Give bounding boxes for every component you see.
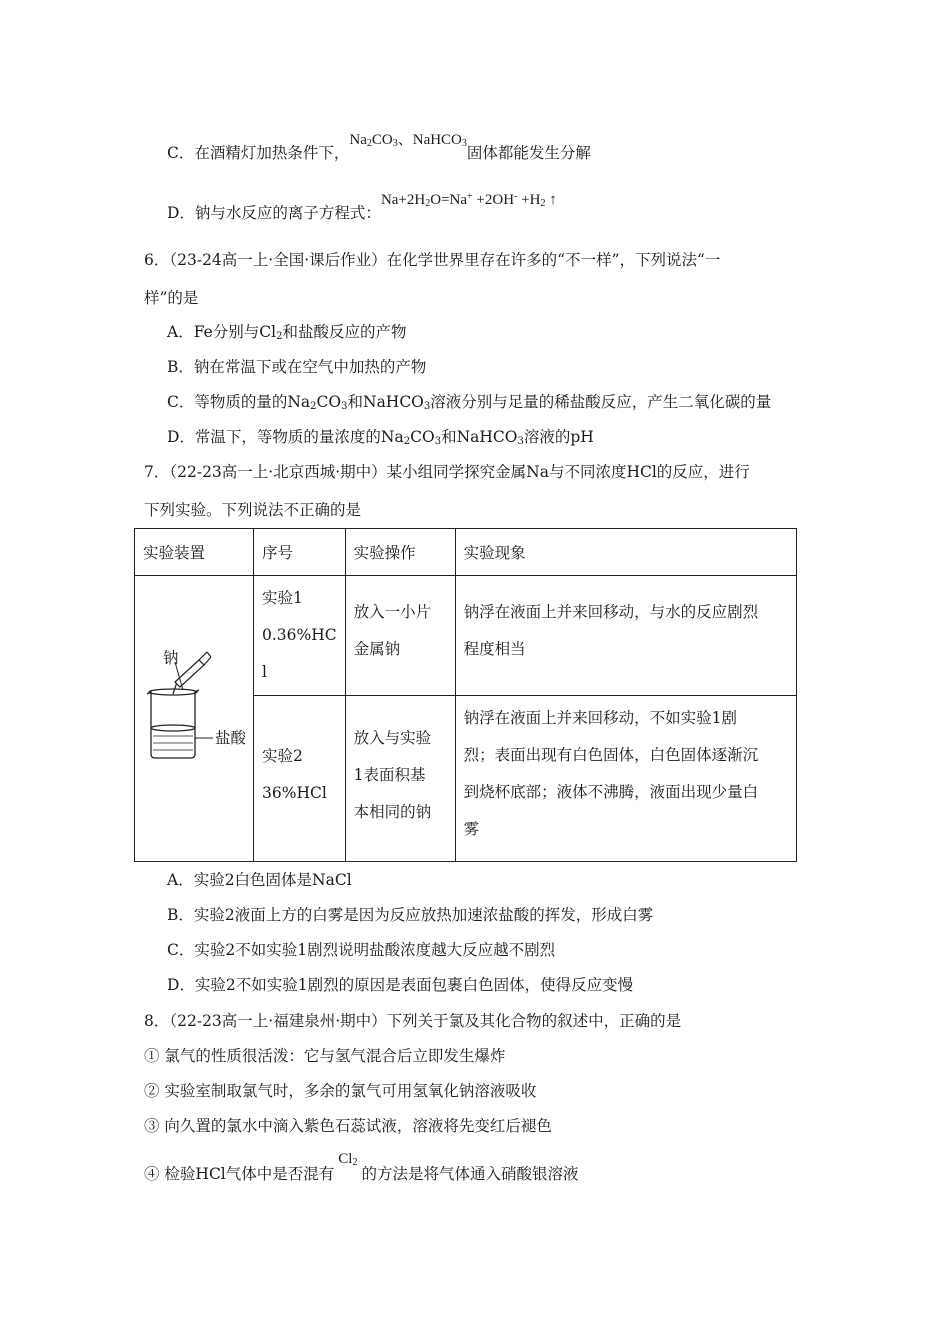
- q5-optd-equation: $Na+2H_2O=Na^+ +2OH^- +H_2$ ↑: [380, 191, 557, 209]
- q8-statement-3: ③ 向久置的氯水中滴入紫色石蕊试液，溶液将先变红后褪色: [144, 1117, 552, 1135]
- q8-statement-4: ④ 检验HCl气体中是否混有$Cl_2$的方法是将气体通入硝酸银溶液: [144, 1151, 579, 1183]
- q7-stem-line2: 下列实验。下列说法不正确的是: [144, 501, 362, 519]
- header-observation: 实验现象: [455, 529, 796, 576]
- q5-optc-formula: $Na_2CO_3$、NaHCO$_3$: [349, 132, 467, 149]
- row1-seq: 实验1 0.36%HC l: [254, 576, 346, 696]
- header-seq: 序号: [254, 529, 346, 576]
- q7-option-c: C．实验2不如实验1剧烈说明盐酸浓度越大反应越不剧烈: [167, 941, 556, 959]
- row2-seq: 实验2 36%HCl: [254, 696, 346, 862]
- q8-statement-2: ② 实验室制取氯气时，多余的氯气可用氢氧化钠溶液吸收: [144, 1082, 537, 1100]
- experiment-table: [134, 528, 797, 862]
- q7-option-a: A．实验2白色固体是NaCl: [167, 871, 352, 889]
- q6-option-c: C．等物质的量的$Na_2CO_3$和NaHCO$_3$溶液分别与足量的稀盐酸反应，产生二氧化碳的量: [167, 393, 772, 412]
- beaker-icon: [147, 689, 199, 758]
- q5-option-c: C．在酒精灯加热条件下，$Na_2CO_3$、NaHCO$_3$固体都能发生分解: [167, 132, 591, 162]
- q6-option-b: B．钠在常温下或在空气中加热的产物: [167, 358, 427, 376]
- q6-option-d: D．常温下，等物质的量浓度的$Na_2CO_3$和NaHCO$_3$溶液的pH: [167, 428, 594, 447]
- beaker-dropper-diagram: [135, 646, 252, 766]
- q8-cl2-formula: $Cl_2$: [338, 1151, 358, 1168]
- acid-label: 盐酸: [215, 729, 247, 747]
- q8-statement-1: ① 氯气的性质很活泼：它与氢气混合后立即发生爆炸: [144, 1047, 506, 1065]
- row2-observation: 钠浮在液面上并来回移动，不如实验1剧 烈；表面出现有白色固体，白色固体逐渐沉 到烧杯底部；液体不沸腾，液面出现少量白 雾: [455, 696, 796, 862]
- q7-stem-line1: 7．（22-23高一上·北京西城·期中）某小组同学探究金属Na与不同浓度HCl的反应，进行: [144, 463, 750, 481]
- table-row: [135, 576, 797, 696]
- q5-option-d: D．钠与水反应的离子方程式：$Na+2H_2O=Na^+ +2OH^- +H_2$ ↑: [167, 191, 557, 222]
- table-header-row: [135, 529, 797, 576]
- q6-stem-line2: 样”的是: [144, 289, 199, 307]
- q7-option-d: D．实验2不如实验1剧烈的原因是表面包裹白色固体，使得反应变慢: [167, 976, 634, 994]
- q6-option-a: A．Fe分别与$Cl_2$和盐酸反应的产物: [167, 323, 407, 342]
- apparatus-cell: [135, 576, 254, 862]
- q8-stem: 8．（22-23高一上·福建泉州·期中）下列关于氯及其化合物的叙述中，正确的是: [144, 1012, 682, 1030]
- row2-operation: 放入与实验 1表面积基 本相同的钠: [345, 696, 455, 862]
- row1-observation: 钠浮在液面上并来回移动，与水的反应剧烈 程度相当: [455, 576, 796, 696]
- sodium-label: 钠: [163, 649, 179, 667]
- header-apparatus: 实验装置: [135, 529, 254, 576]
- header-operation: 实验操作: [345, 529, 455, 576]
- q7-option-b: B．实验2液面上方的白雾是因为反应放热加速浓盐酸的挥发，形成白雾: [167, 906, 654, 924]
- q6-stem-line1: 6．（23-24高一上·全国·课后作业）在化学世界里存在许多的“不一样”，下列说法“一: [144, 251, 721, 269]
- row1-operation: 放入一小片 金属钠: [345, 576, 455, 696]
